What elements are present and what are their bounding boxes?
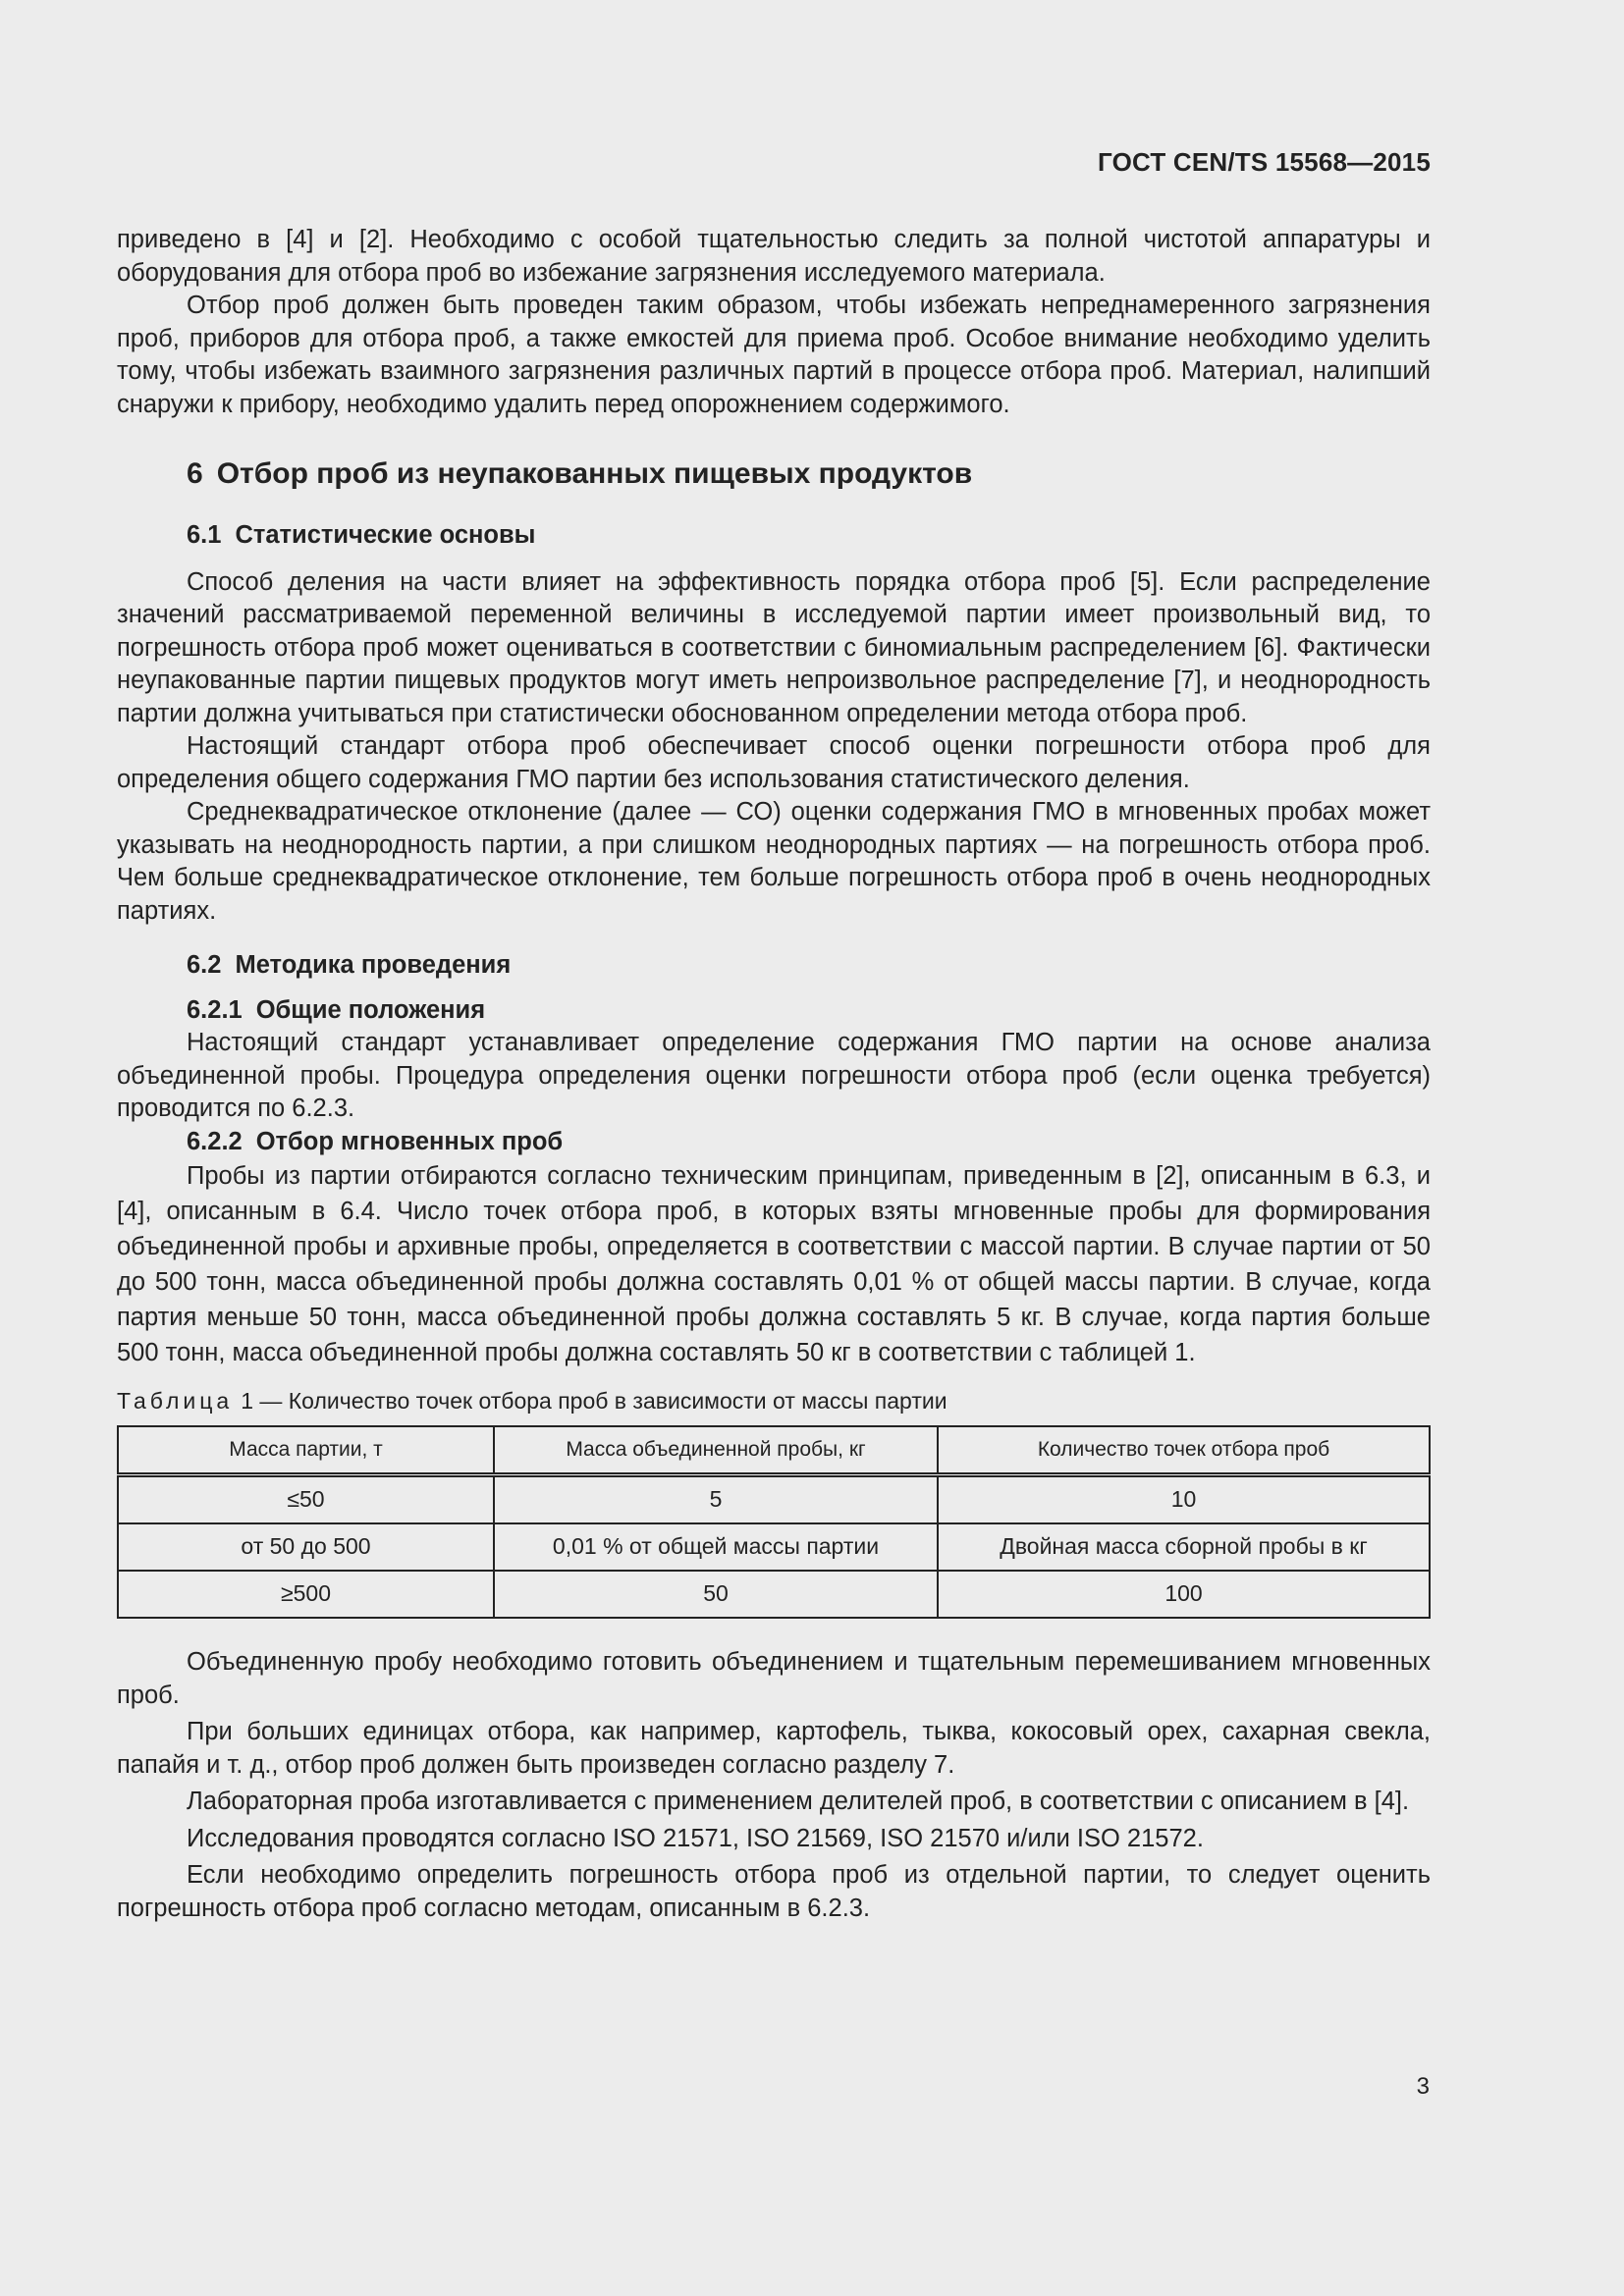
paragraph: Если необходимо определить погрешность отбора проб из отдельной партии, то следует оценить погрешность отбора проб согласно методам, описанным в 6.2.3. [117,1861,1431,1922]
table-row [118,1523,1430,1571]
table-caption [117,1386,1431,1415]
section-title: Методика проведения [235,951,512,979]
table-cell: 5 [494,1475,938,1524]
section-6-2-heading [187,949,1431,983]
table-cell: Двойная масса сборной пробы в кг [938,1523,1430,1571]
section-title: Общие положения [255,995,486,1024]
table-row [118,1475,1430,1524]
paragraph: Отбор проб должен быть проведен таким образом, чтобы избежать непреднамеренного загрязнения проб, приборов для отбора проб, а также емкостей для приема проб. Особое внимание необходимо уделить тому, чтобы избежать взаимного загрязнения различных партий в процессе отбора проб. Материал, налипший снаружи к прибору, необходимо удалить перед опорожнением содержимого. [117,292,1431,418]
paragraph: Настоящий стандарт отбора проб обеспечивает способ оценки погрешности отбора проб для определения общего содержания ГМО партии без использования статистического деления. [117,732,1431,793]
section-number: 6.2 [187,951,222,979]
table-cell: ≥500 [118,1571,494,1618]
section-6-2-1-heading [187,994,1431,1028]
section-6-1-heading [187,519,1431,553]
sampling-points-table [117,1425,1431,1619]
table-header-row [118,1426,1430,1475]
table-cell: 50 [494,1571,938,1618]
table-cell: от 50 до 500 [118,1523,494,1571]
paragraph: Пробы из партии отбираются согласно техническим принципам, приведенным в [2], описанным в 6.3, и [4], описанным в 6.4. Число точек отбора проб, в которых взяты мгновенные пробы для формирования объединенной пробы и архивные пробы, определяется в соответствии с массой партии. В случае партии от 50 до 500 тонн, масса объединенной пробы должна составлять 0,01 % от общей массы партии. В случае, когда партия меньше 50 тонн, масса объединенной пробы должна составлять 5 кг. В случае, когда партия больше 500 тонн, масса объединенной пробы должна составлять 50 кг в соответствии с таблицей 1. [117,1162,1431,1366]
table-caption-label: Таблица [117,1388,234,1414]
section-title: Отбор мгновенных проб [255,1127,564,1155]
paragraph: Среднеквадратическое отклонение (далее — СО) оценки содержания ГМО в мгновенных пробах может указывать на неоднородность партии, а при слишком неоднородных партиях — на погрешность отбора проб. Чем больше среднеквадратическое отклонение, тем больше погрешность отбора проб в очень неоднородных партиях. [117,798,1431,925]
paragraph: Исследования проводятся согласно ISO 21571, ISO 21569, ISO 21570 и/или ISO 21572. [187,1824,1204,1852]
table-row [118,1571,1430,1618]
paragraph: приведено в [4] и [2]. Необходимо с особой тщательностью следить за полной чистотой аппаратуры и оборудования для отбора проб во избежание загрязнения исследуемого материала. [117,226,1431,287]
table-caption-text: 1 — Количество точек отбора проб в зависимости от массы партии [241,1388,947,1414]
table-cell: ≤50 [118,1475,494,1524]
column-header: Масса партии, т [118,1426,494,1475]
column-header: Масса объединенной пробы, кг [494,1426,938,1475]
section-number: 6.2.2 [187,1127,243,1155]
paragraph: Объединенную пробу необходимо готовить объединением и тщательным перемешиванием мгновенных проб. [117,1648,1431,1709]
section-number: 6.2.1 [187,995,243,1024]
page-number: 3 [1416,2073,1430,2100]
section-6-heading [187,454,1431,494]
table-cell: 100 [938,1571,1430,1618]
paragraph: Способ деления на части влияет на эффективность порядка отбора проб [5]. Если распределение значений рассматриваемой переменной величины в исследуемой партии имеет произвольный вид, то погрешность отбора проб может оцениваться в соответствии с биномиальным распределением [6]. Фактически неупакованные партии пищевых продуктов могут иметь непроизвольное распределение [7], и неоднородность партии должна учитываться при статистически обоснованном определении метода отбора проб. [117,567,1431,727]
document-body [117,224,1431,1925]
table-cell: 10 [938,1475,1430,1524]
paragraph: Настоящий стандарт устанавливает определение содержания ГМО партии на основе анализа объединенной пробы. Процедура определения оценки погрешности отбора проб (если оценка требуется) проводится по 6.2.3. [117,1029,1431,1122]
column-header: Количество точек отбора проб [938,1426,1430,1475]
paragraph: Лабораторная проба изготавливается с применением делителей проб, в соответствии с описанием в [4]. [187,1788,1410,1815]
section-6-2-2-heading [187,1126,1431,1159]
paragraph: При больших единицах отбора, как например, картофель, тыква, кокосовый орех, сахарная свекла, папайя и т. д., отбор проб должен быть произведен согласно разделу 7. [117,1718,1431,1779]
section-title: Отбор проб из неупакованных пищевых продуктов [216,457,973,490]
section-number: 6 [187,457,203,490]
section-title: Статистические основы [235,521,536,549]
section-number: 6.1 [187,521,222,549]
document-code: ГОСТ CEN/TS 15568—2015 [1098,147,1431,177]
table-cell: 0,01 % от общей массы партии [494,1523,938,1571]
